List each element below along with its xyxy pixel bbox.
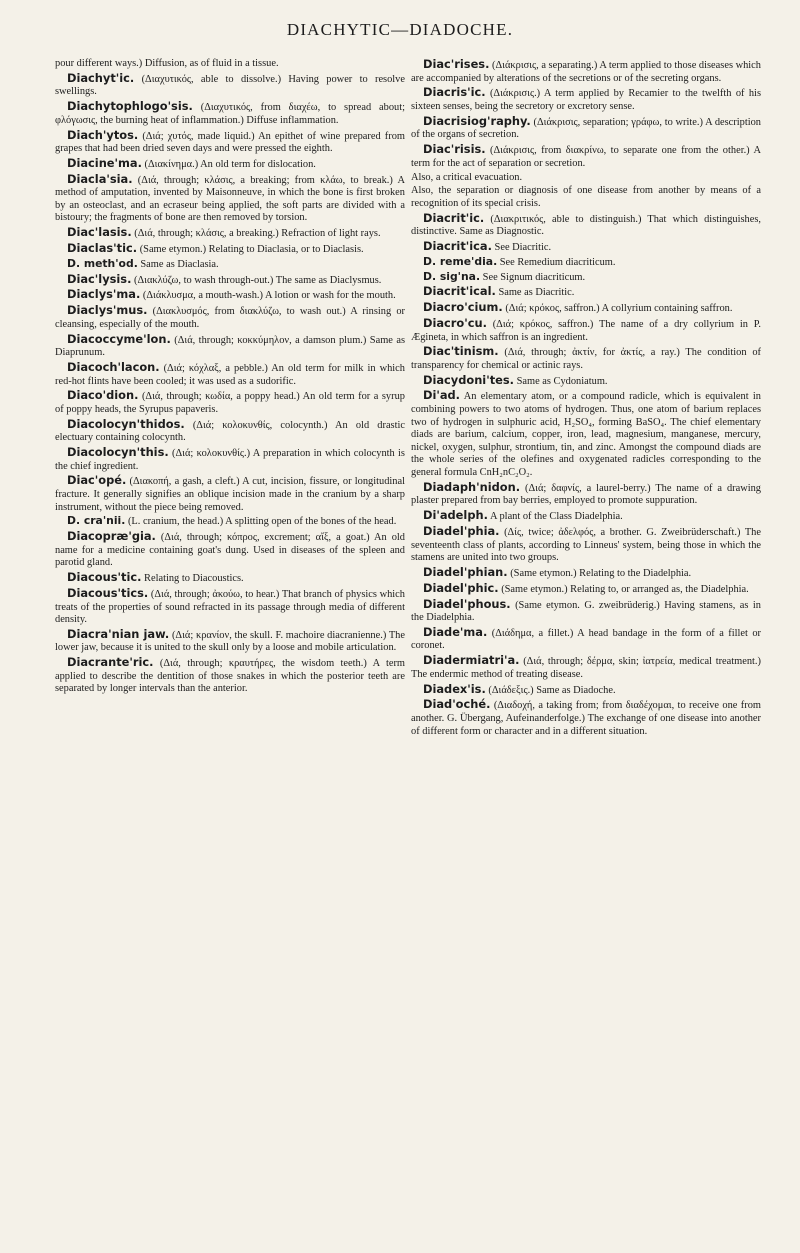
entry-headword: Diaclys'ma.: [67, 287, 141, 302]
dictionary-entry: [55, 389, 405, 416]
dictionary-entry: [55, 628, 405, 655]
dictionary-entry: [411, 582, 761, 597]
entry-headword: Diadaph'nidon.: [423, 479, 521, 494]
entry-definition: (Διάκρισις.) A term applied by Recamier to the twelfth of his sixteen senses, being the secretory or excretory sense.: [411, 88, 761, 112]
dictionary-entry: [55, 288, 405, 303]
entry-definition: (Διά; χυτός, made liquid.) An epithet of wine prepared from grapes that had been dried seven days and were pressed the eighth.: [55, 130, 405, 155]
entry-headword: Diaclas'tic.: [67, 241, 138, 256]
entry-headword: Diacous'tics.: [67, 585, 149, 600]
entry-definition: pour different ways.) Diffusion, as of fluid in a tissue.: [55, 58, 279, 69]
dictionary-entry: [411, 285, 761, 300]
dictionary-entry: [55, 474, 405, 514]
entry-definition: (Διάκλυσμα, a mouth-wash.) A lotion or wash for the mouth.: [142, 290, 396, 302]
dictionary-entry: [411, 481, 761, 508]
dictionary-entry: [55, 242, 405, 257]
dictionary-entry: [55, 361, 405, 388]
entry-headword: D. cra'nii.: [67, 514, 126, 528]
dictionary-entry: [411, 654, 761, 681]
dictionary-entry: [55, 226, 405, 241]
dictionary-entry: [411, 301, 761, 316]
entry-definition: Relating to Diacoustics.: [144, 573, 244, 585]
entry-definition: (L. cranium, the head.) A splitting open of the bones of the head.: [127, 516, 397, 528]
entry-headword: Diacro'cu.: [423, 315, 487, 330]
dictionary-entry: [55, 530, 405, 570]
entry-definition: (Διά; κρόκος, saffron.) A collyrium containing saffron.: [505, 303, 733, 315]
entry-definition: (Διαδοχή, a taking from; from διαδέχομαι, to receive one from another. G. Übergang, Aufeinanderfolge.) The exchange of one disease into another of different form or character and in a different situation.: [411, 700, 762, 737]
dictionary-entry: [55, 173, 405, 225]
entry-definition: (Διαχυτικός, able to dissolve.) Having power to resolve swellings.: [55, 73, 405, 98]
entry-headword: Diacrit'ical.: [423, 284, 496, 299]
entry-definition: See Diacritic.: [494, 242, 552, 254]
entry-headword: Diac'lasis.: [67, 225, 132, 240]
entry-headword: Diacla'sia.: [67, 171, 133, 186]
entry-definition: (Same etymon.) Relating to, or arranged as, the Diadelphia.: [501, 583, 749, 595]
entry-headword: D. meth'od.: [67, 256, 138, 270]
entry-definition: (Διακοπή, a gash, a cleft.) A cut, incision, fissure, or longitudinal fracture. It generally signifies an oblique incision made in the cranium by a sharp instrument, without the piece being removed.: [55, 476, 405, 513]
entry-definition: A plant of the Class Diadelphia.: [489, 511, 623, 523]
dictionary-entry: [55, 418, 405, 445]
dictionary-entry: [55, 515, 405, 529]
entry-headword: D. sig'na.: [423, 269, 481, 283]
entry-headword: Diacine'ma.: [67, 155, 142, 170]
entry-definition: (Διάκρισις, separation; γράφω, to write.) A description of the organs of secretion.: [411, 116, 761, 141]
entry-definition: (Διά; κόχλαξ, a pebble.) An old term for milk in which red-hot flints have been cooled; it was used as a sudorific.: [55, 362, 405, 387]
right-column: [411, 58, 761, 739]
entry-definition: (Δίς, twice; ἀδελφός, a brother. G. Zweibrüderschaft.) The seventeenth class of plants, according to Linneus' system, being those in which the stamens are united into two groups.: [411, 526, 761, 564]
entry-definition: (Διάδημα, a fillet.) A head bandage in the form of a fillet or coronet.: [411, 627, 761, 652]
entry-headword: Diachyt'ic.: [67, 70, 135, 85]
entry-definition: (Διάδεξις.) Same as Diadoche.: [488, 684, 616, 696]
entry-definition: Also, a critical evacuation.: [411, 171, 523, 183]
entry-headword: Diadel'phia.: [423, 523, 500, 538]
entry-headword: Diacrante'ric.: [67, 655, 154, 670]
entry-headword: Di'ad.: [423, 388, 461, 403]
entry-headword: Diadermiatri'a.: [423, 653, 520, 668]
entry-headword: Diaco'dion.: [67, 388, 139, 403]
entry-headword: Diade'ma.: [423, 624, 488, 639]
dictionary-entry: [55, 273, 405, 288]
entry-definition: (Same etymon.) Relating to Diaclasia, or to Diaclasis.: [139, 244, 364, 256]
dictionary-entry: [411, 86, 761, 113]
entry-headword: Diad'oché.: [423, 697, 491, 712]
entry-definition: (Διά, through; κλάσις, a breaking.) Refraction of light rays.: [134, 228, 381, 240]
entry-definition: (Διά, through; ἀκτίν, for ἀκτίς, a ray.) The condition of transparency for chemical or actinic rays.: [411, 347, 761, 371]
dictionary-entry: [55, 333, 405, 360]
dictionary-entry: [411, 185, 761, 210]
entry-headword: Diadel'phous.: [423, 596, 511, 611]
entry-definition: (Διάκρισις, from διακρίνω, to separate one from the other.) A term for the act of separation or secretion.: [411, 145, 761, 169]
dictionary-entry: [411, 566, 761, 581]
entry-headword: Diadex'is.: [423, 681, 486, 696]
entry-headword: Diachytophlogo'sis.: [67, 99, 193, 114]
entry-definition: (Διακλυσμός, from διακλύζω, to wash out.) A rinsing or cleansing, especially of the mouth.: [55, 306, 405, 330]
dictionary-entry: [55, 100, 405, 127]
dictionary-entry: [55, 446, 405, 473]
dictionary-entry: [55, 157, 405, 172]
entry-definition: See Remedium diacriticum.: [499, 256, 616, 268]
entry-definition: (Διά, through; κόπρος, excrement; αἴξ, a goat.) An old name for a medicine containing goat's dung. Used in diseases of the spleen and parotid gland.: [55, 532, 405, 569]
entry-definition: (Διαχυτικός, from διαχέω, to spread about; φλόγωσις, the burning heat of inflammation.) Diffuse inflammation.: [55, 102, 405, 126]
entry-definition: (Διά; δαφνίς, a laurel-berry.) The name of a drawing plaster prepared from bay berries, employed to promote suppuration.: [411, 482, 761, 507]
dictionary-entry: [411, 172, 761, 185]
entry-definition: An elementary atom, or a compound radicle, which is equivalent in combining powers to two atoms of hydrogen. Thus, one atom of barium replaces two of hydrogen in sulphuric acid, H₂SO₄, forming BaSO₄. The chief elementary diads are barium, calcium, copper, iron, lead, magnesium, manganese, mercury, nickel, oxygen, sulphur, strontium, tin, and zinc. Amongst the compound diads are the whole series of the olefines and oxygenated radicles corresponding to the general formula CnH₂nC₂O₂.: [411, 391, 761, 479]
entry-headword: Diacrit'ica.: [423, 239, 492, 254]
entry-headword: Diac'risis.: [423, 142, 486, 157]
dictionary-entry: [411, 525, 761, 565]
entry-headword: Diac'lysis.: [67, 271, 132, 286]
entry-headword: Diacopræ'gia.: [67, 529, 156, 544]
entry-headword: Diacrit'ic.: [423, 210, 485, 225]
dictionary-entry: [411, 240, 761, 255]
dictionary-entry: [55, 587, 405, 627]
dictionary-entry: [411, 271, 761, 285]
dictionary-entry: [55, 58, 405, 71]
entry-definition: (Same etymon.) Relating to the Diadelphia.: [510, 567, 692, 579]
dictionary-entry: [55, 129, 405, 156]
entry-headword: D. reme'dia.: [423, 254, 498, 268]
page-header: DIACHYTIC—DIADOCHE.: [286, 20, 514, 39]
entry-definition: (Διακριτικός, able to distinguish.) That which distinguishes, distinctive. Same as Diagnostic.: [411, 213, 761, 238]
entry-headword: Diacous'tic.: [67, 570, 142, 585]
dictionary-entry: [411, 374, 761, 389]
entry-definition: Same as Diacritic.: [498, 287, 575, 299]
dictionary-entry: [55, 304, 405, 331]
dictionary-entry: [411, 389, 761, 479]
entry-definition: (Διά, through; δέρμα, skin; ἰατρεία, medical treatment.) The endermic method of treating disease.: [411, 656, 761, 680]
entry-definition: Same as Cydoniatum.: [516, 375, 608, 387]
entry-headword: Diacydoni'tes.: [423, 372, 514, 387]
entry-definition: See Signum diacriticum.: [482, 271, 586, 283]
entry-headword: Diacolocyn'this.: [67, 445, 169, 460]
dictionary-entry: [55, 72, 405, 99]
entry-headword: Di'adelph.: [423, 508, 488, 523]
entry-headword: Diadel'phian.: [423, 564, 508, 579]
entry-definition: (Διά, through; κλάσις, a breaking; from κλάω, to break.) A method of amputation, invented by Maisonneuve, in which the bone is first broken by an osteoclast, and an ecraseur being applied, the soft parts are divided with a bistoury; the fragments of bone are then removed by torsion.: [55, 174, 405, 224]
entry-headword: Diacoch'lacon.: [67, 359, 160, 374]
entry-definition: (Διά; κρόκος, saffron.) The name of a dry collyrium in P. Ægineta, in which saffron is an ingredient.: [411, 318, 761, 343]
entry-headword: Diaclys'mus.: [67, 303, 148, 318]
dictionary-entry: [411, 212, 761, 239]
entry-definition: Same as Diaclasia.: [140, 258, 219, 270]
entry-headword: Diacrisiog'raphy.: [423, 113, 531, 128]
entry-definition: (Διάκρισις, a separating.) A term applied to those diseases which are accompanied by alterations of the secretions or of the secreting organs.: [411, 60, 761, 84]
left-column: [55, 58, 405, 697]
dictionary-entry: [411, 698, 761, 738]
entry-definition: (Διά, through; κοκκύμηλον, a damson plum.) Same as Diaprunum.: [55, 334, 405, 359]
dictionary-entry: [55, 258, 405, 272]
dictionary-entry: [411, 256, 761, 270]
entry-definition: (Διά, through; ἀκούω, to hear.) That branch of physics which treats of the properties of sound refracted in its passage through media of different density.: [55, 588, 405, 626]
entry-definition: (Διά, through; κραυτήρες, the wisdom teeth.) A term applied to describe the dentition of those snakes in which the posterior teeth are separated by longer intervals than the anterior.: [55, 658, 405, 695]
entry-definition: (Διά; κολοκυνθίς.) A preparation in which colocynth is the chief ingredient.: [55, 448, 405, 472]
entry-headword: Diadel'phic.: [423, 580, 499, 595]
entry-definition: (Διακίνημα.) An old term for dislocation.: [144, 158, 316, 170]
dictionary-entry: [411, 115, 761, 142]
entry-definition: Also, the separation or diagnosis of one disease from another by means of a recognition of its special crisis.: [411, 185, 761, 209]
entry-headword: Diacris'ic.: [423, 85, 486, 100]
entry-definition: (Same etymon. G. zweibrüderig.) Having stamens, as in the Diadelphia.: [411, 599, 761, 624]
entry-headword: Diacra'nian jaw.: [67, 626, 170, 641]
entry-headword: Diacro'cium.: [423, 300, 503, 315]
entry-definition: (Διά; κρανίον, the skull. F. machoire diacranienne.) The lower jaw, because it is united to the skull only by a loose and mobile articulation.: [55, 629, 405, 654]
dictionary-entry: [55, 656, 405, 696]
entry-headword: Diac'rises.: [423, 57, 490, 71]
dictionary-entry: [411, 317, 761, 344]
entry-headword: Diac'tinism.: [423, 344, 499, 359]
entry-headword: Diacolocyn'thidos.: [67, 416, 185, 431]
dictionary-entry: [411, 683, 761, 698]
dictionary-entry: [411, 509, 761, 524]
entry-headword: Diacoccyme'lon.: [67, 331, 171, 346]
entry-definition: (Διά; κολοκυνθίς, colocynth.) An old drastic electuary containing colocynth.: [55, 419, 405, 444]
dictionary-entry: [55, 571, 405, 586]
dictionary-entry: [411, 58, 761, 85]
entry-headword: Diac'opé.: [67, 473, 127, 488]
entry-definition: (Διά, through; κωδία, a poppy head.) An old term for a syrup of poppy heads, the Syrupus papaveris.: [55, 391, 405, 415]
dictionary-entry: [411, 345, 761, 372]
entry-headword: Diach'ytos.: [67, 127, 139, 142]
dictionary-entry: [411, 626, 761, 653]
dictionary-entry: [411, 598, 761, 625]
entry-definition: (Διακλύζω, to wash through-out.) The same as Diaclysmus.: [134, 274, 382, 286]
dictionary-entry: [411, 143, 761, 170]
